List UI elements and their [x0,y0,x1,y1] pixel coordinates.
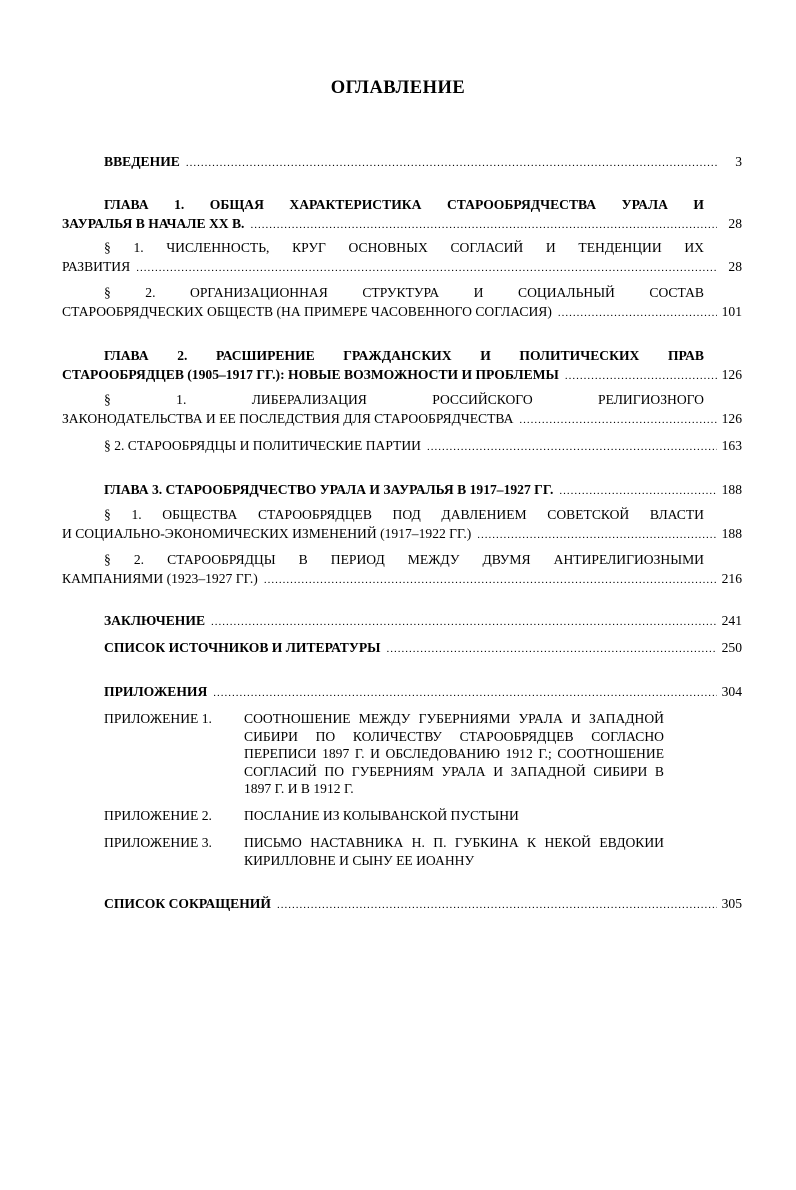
toc-entry-chapter-1[interactable] [62,195,742,235]
toc-entry-label: ЗАКЛЮЧЕНИЕ [104,613,206,628]
chapter-title-line: ГЛАВА 3. СТАРООБРЯДЧЕСТВО УРАЛА И ЗАУРАЛЬЯ В 1917–1927 ГГ. [104,482,554,497]
leader-dots [264,571,717,590]
toc-entry-appendices[interactable] [62,682,742,703]
leader-dots [213,684,717,703]
leader-dots [519,411,717,430]
section-title-line: СТАРООБРЯДЧЕСКИХ ОБЩЕСТВ (НА ПРИМЕРЕ ЧАСОВЕННОГО СОГЛАСИЯ) [62,304,552,319]
toc-entry-section[interactable] [62,436,742,457]
appendix-label: ПРИЛОЖЕНИЕ 1. [104,711,212,726]
toc-entry-chapter-2[interactable] [62,346,742,386]
appendix-label: ПРИЛОЖЕНИЕ 3. [104,835,212,850]
page-number: 250 [721,640,742,655]
leader-dots [565,367,717,386]
section-title-line: РАЗВИТИЯ [62,259,131,274]
toc-entry-chapter-3[interactable] [62,480,742,501]
page-number: 126 [721,367,742,382]
toc-entry-label: ВВЕДЕНИЕ [104,154,180,169]
toc-entry-section[interactable] [62,390,742,430]
chapter-title-line: ГЛАВА 1. ОБЩАЯ ХАРАКТЕРИСТИКА СТАРООБРЯДЧЕСТВА УРАЛА И [104,197,704,212]
toc-entry-label: СПИСОК СОКРАЩЕНИЙ [104,896,271,911]
section-title-line: И СОЦИАЛЬНО-ЭКОНОМИЧЕСКИХ ИЗМЕНЕНИЙ (1917–1922 ГГ.) [62,526,472,541]
page-number: 126 [721,411,742,426]
toc-entry-section[interactable] [62,550,742,590]
leader-dots [387,640,718,659]
leader-dots [559,482,717,501]
section-title-line: § 2. ОРГАНИЗАЦИОННАЯ СТРУКТУРА И СОЦИАЛЬНЫЙ СОСТАВ [104,285,704,300]
section-title-line: § 1. ОБЩЕСТВА СТАРООБРЯДЦЕВ ПОД ДАВЛЕНИЕМ СОВЕТСКОЙ ВЛАСТИ [104,507,704,522]
appendix-item-3[interactable] [104,834,664,869]
toc-entry-label: ПРИЛОЖЕНИЯ [104,684,208,699]
toc-entry-label: СПИСОК ИСТОЧНИКОВ И ЛИТЕРАТУРЫ [104,640,381,655]
page-number: 28 [728,216,742,231]
section-title-line: § 1. ЧИСЛЕННОСТЬ, КРУГ ОСНОВНЫХ СОГЛАСИЙ И ТЕНДЕНЦИИ ИХ [104,240,704,255]
appendix-label: ПРИЛОЖЕНИЕ 2. [104,808,212,823]
appendix-item-2[interactable] [104,807,664,825]
toc-entry-section[interactable] [62,238,742,278]
toc-entry-intro[interactable] [62,152,742,173]
leader-dots [477,526,717,545]
page-number: 3 [735,154,742,169]
appendix-title: СООТНОШЕНИЕ МЕЖДУ ГУБЕРНИЯМИ УРАЛА И ЗАПАДНОЙ СИБИРИ ПО КОЛИЧЕСТВУ СТАРООБРЯДЦЕВ СОГЛАСНО ПЕРЕПИСИ 1897 Г. И ОБСЛЕДОВАНИЮ 1912 Г.; СООТНОШЕНИЕ СОГЛАСИЙ ПО ГУБЕРНИЯМ УРАЛА И ЗАПАДНОЙ СИБИРИ В 1897 Г. И В 1912 Г. [244,711,664,796]
page-number: 305 [721,896,742,911]
leader-dots [558,304,717,323]
leader-dots [277,896,717,915]
section-title-line: § 1. ЛИБЕРАЛИЗАЦИЯ РОССИЙСКОГО РЕЛИГИОЗНОГО [104,392,704,407]
toc-entry-section[interactable] [62,283,742,323]
chapter-title-line: ЗАУРАЛЬЯ В НАЧАЛЕ XX В. [62,216,245,231]
page-number: 304 [721,684,742,699]
page-number: 163 [721,438,742,453]
toc-entry-conclusion[interactable] [62,611,742,632]
toc-entry-abbreviations[interactable] [62,894,742,915]
appendix-title: ПИСЬМО НАСТАВНИКА Н. П. ГУБКИНА К НЕКОЙ ЕВДОКИИ КИРИЛЛОВНЕ И СЫНУ ЕЕ ИОАННУ [244,835,664,868]
leader-dots [250,216,717,235]
chapter-title-line: СТАРООБРЯДЦЕВ (1905–1917 ГГ.): НОВЫЕ ВОЗМОЖНОСТИ И ПРОБЛЕМЫ [62,367,559,382]
section-title-line: КАМПАНИЯМИ (1923–1927 ГГ.) [62,571,258,586]
toc-entry-sources[interactable] [62,638,742,659]
page-number: 101 [721,304,742,319]
section-title-line: § 2. СТАРООБРЯДЦЫ В ПЕРИОД МЕЖДУ ДВУМЯ АНТИРЕЛИГИОЗНЫМИ [104,552,704,567]
appendix-item-1[interactable] [104,710,664,798]
page-number: 241 [721,613,742,628]
leader-dots [427,438,717,457]
leader-dots [136,259,717,278]
section-title-line: § 2. СТАРООБРЯДЦЫ И ПОЛИТИЧЕСКИЕ ПАРТИИ [104,438,421,453]
page-title: ОГЛАВЛЕНИЕ [330,78,466,98]
leader-dots [211,613,717,632]
section-title-line: ЗАКОНОДАТЕЛЬСТВА И ЕЕ ПОСЛЕДСТВИЯ ДЛЯ СТАРООБРЯДЧЕСТВА [62,411,514,426]
chapter-title-line: ГЛАВА 2. РАСШИРЕНИЕ ГРАЖДАНСКИХ И ПОЛИТИЧЕСКИХ ПРАВ [104,348,704,363]
leader-dots [186,154,717,173]
page-number: 28 [728,259,742,274]
page-number: 188 [721,482,742,497]
page-number: 216 [721,571,742,586]
page-number: 188 [721,526,742,541]
appendix-title: ПОСЛАНИЕ ИЗ КОЛЫВАНСКОЙ ПУСТЫНИ [244,808,519,823]
toc-entry-section[interactable] [62,505,742,545]
